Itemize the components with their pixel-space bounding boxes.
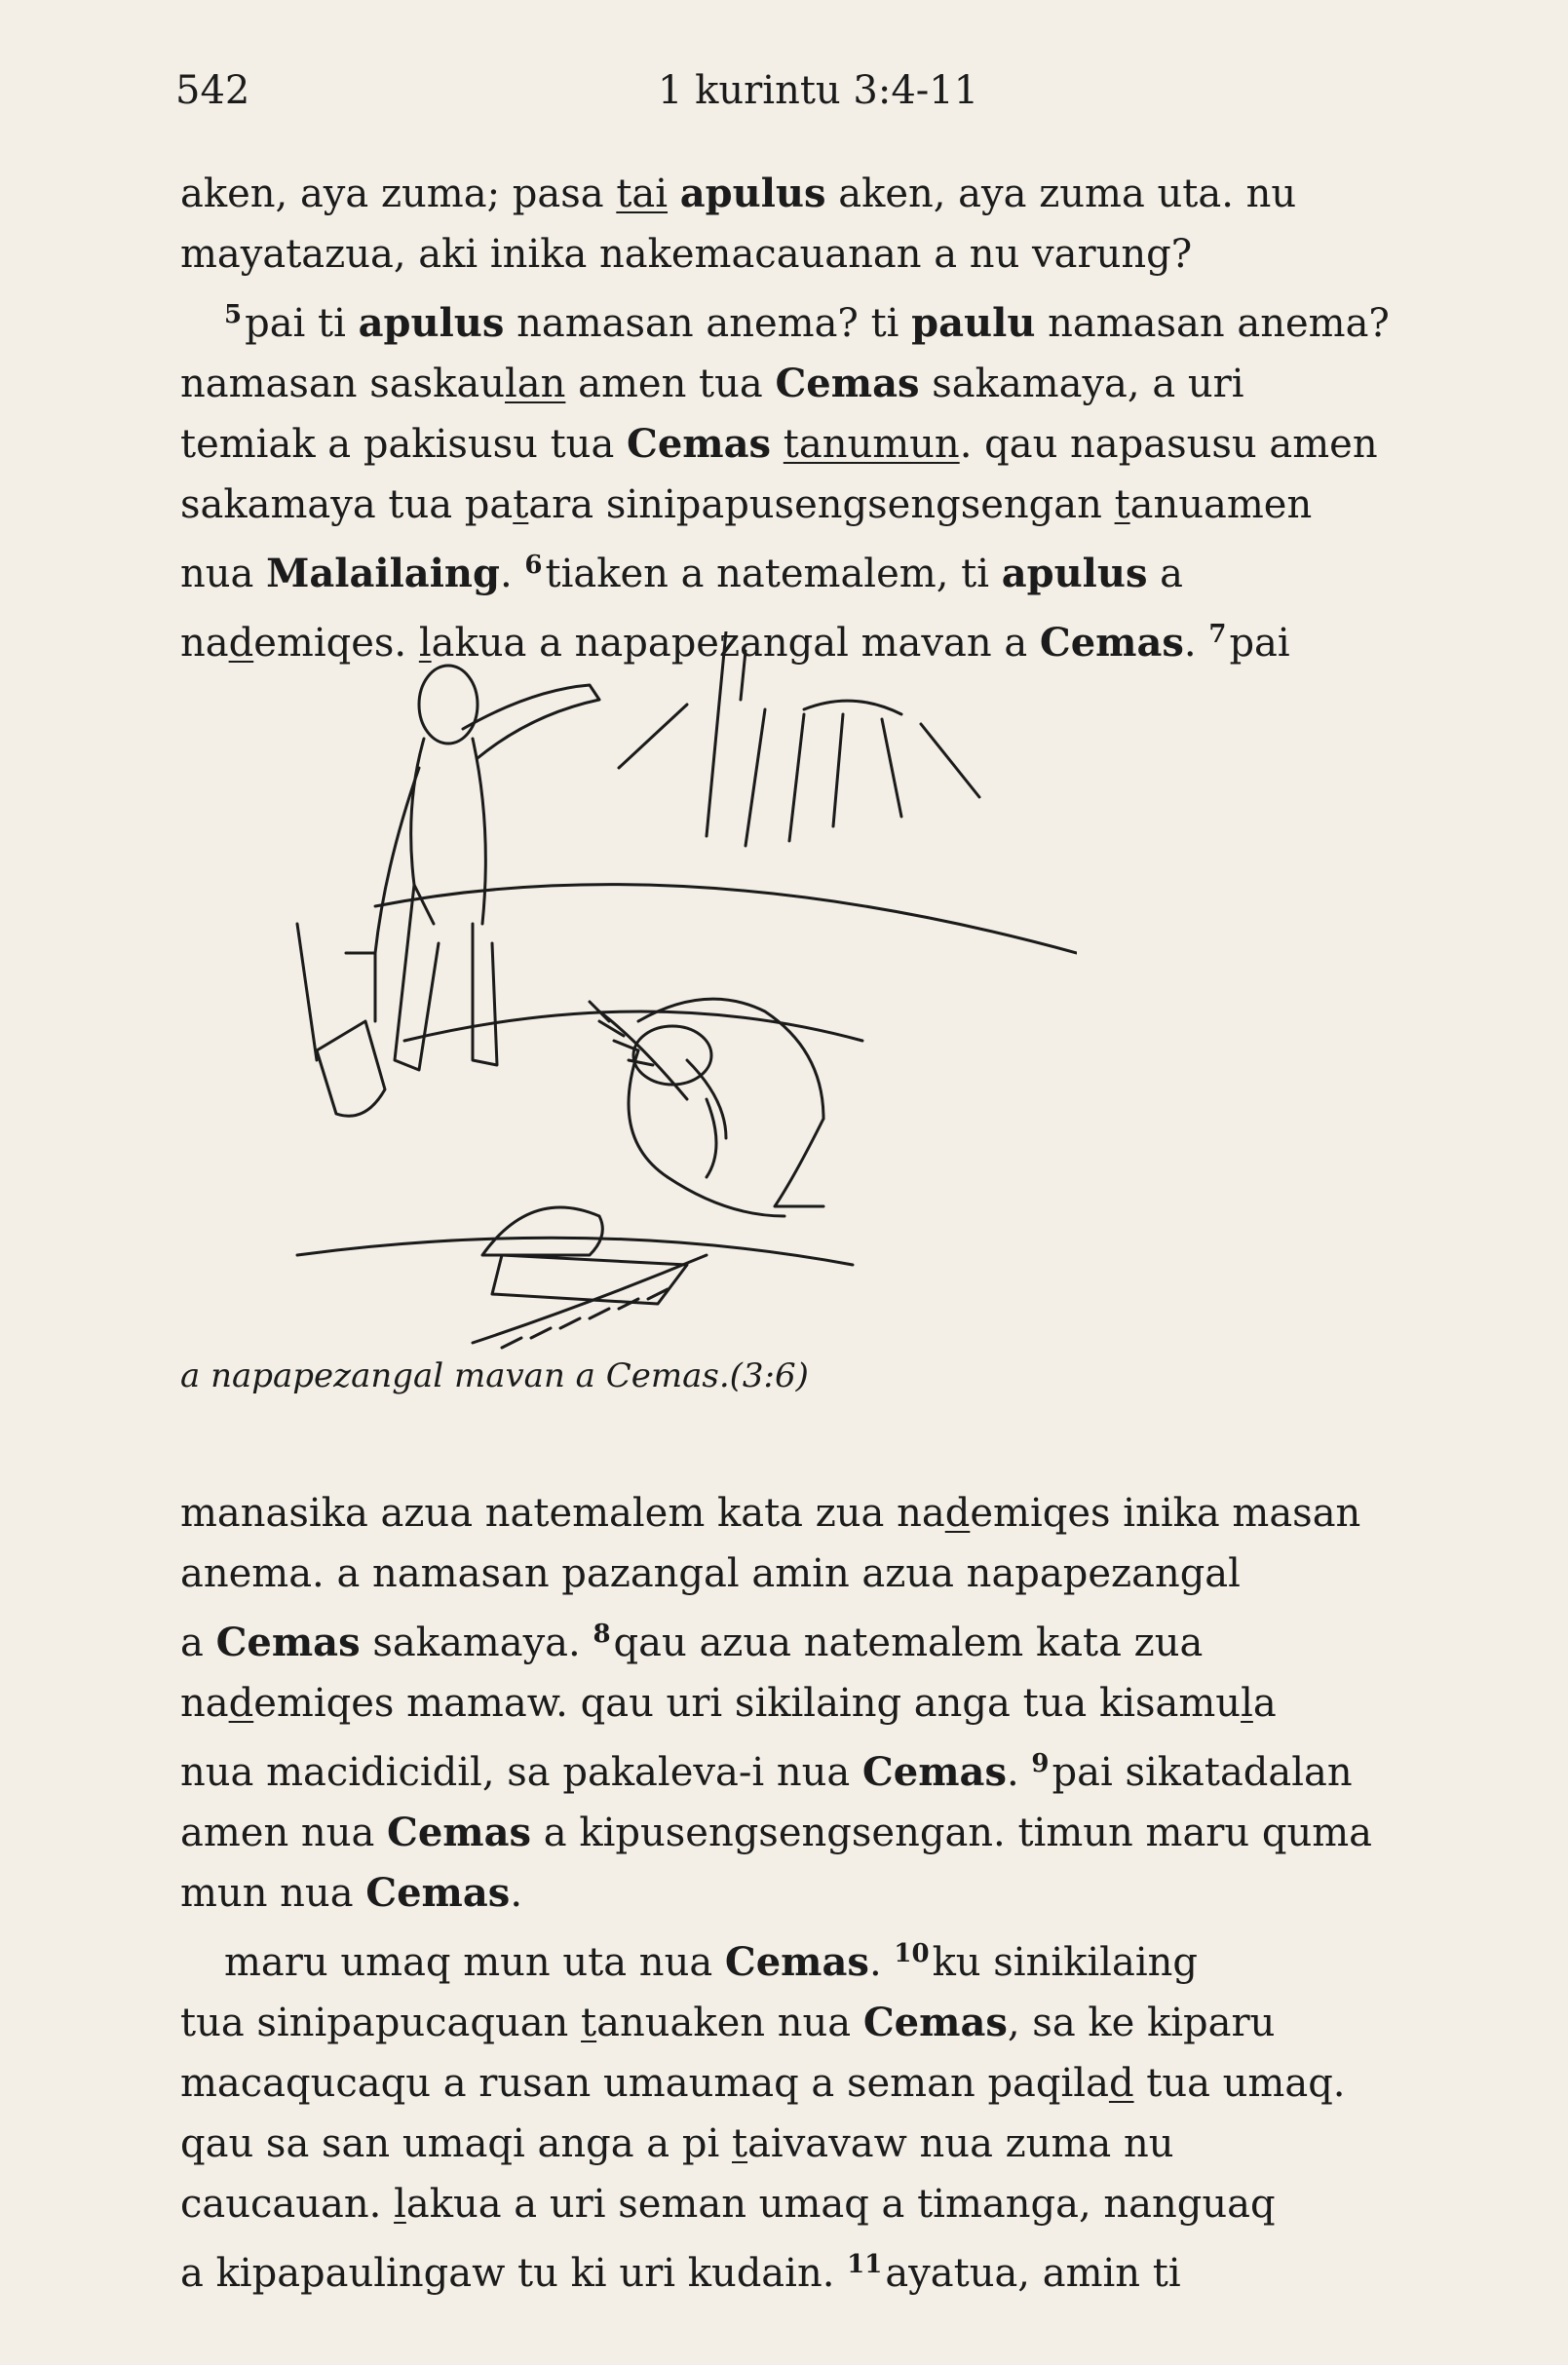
basket-icon xyxy=(473,1207,707,1348)
text-line: a Cemas sakamaya. $^8$qau azua natemalem kata zua xyxy=(180,1620,1204,1665)
page-number: 542 xyxy=(175,68,250,113)
verse-number: 7 xyxy=(1208,620,1227,649)
verse-number: 6 xyxy=(524,551,543,580)
text-line: anema. a namasan pazangal amin azua napapezangal xyxy=(180,1551,1241,1596)
text-line: nua macidicidil, sa pakaleva-i nua Cemas. $^9$pai sikatadalan xyxy=(180,1749,1353,1795)
text-line: mayatazua, aki inika nakemacauanan a nu varung? xyxy=(180,232,1193,277)
text-line: tua sinipapucaquan tanuaken nua Cemas, sa ke kiparu xyxy=(180,2000,1276,2045)
text-line: mun nua Cemas. xyxy=(180,1870,523,1916)
sun-icon xyxy=(619,631,979,846)
verse-number: 5 xyxy=(224,300,243,329)
text-line: qau sa san umaqi anga a pi taivavaw nua zuma nu xyxy=(180,2121,1174,2166)
verse-number: 10 xyxy=(894,1939,930,1968)
text-line: nademiqes. lakua a napapezangal mavan a Cemas. $^7$pai xyxy=(180,620,1290,666)
text-line: nademiqes mamaw. qau uri sikilaing anga tua kisamula xyxy=(180,1681,1277,1726)
sower-figure xyxy=(297,666,599,1116)
kneeling-figure xyxy=(629,999,823,1216)
farming-illustration xyxy=(180,631,1077,1401)
text-line: manasika azua natemalem kata zua nademiqes inika masan xyxy=(180,1491,1361,1536)
verse-number: 9 xyxy=(1031,1749,1050,1778)
text-line: aken, aya zuma; pasa tai apulus aken, aya zuma uta. nu xyxy=(180,171,1297,216)
verse-number: 8 xyxy=(593,1620,611,1649)
text-line: sakamaya tua patara sinipapusengsengsengan tanuamen xyxy=(180,482,1313,527)
running-title: 1 kurintu 3:4-11 xyxy=(658,68,979,113)
text-line: nua Malailaing. $^6$tiaken a natemalem, ti apulus a xyxy=(180,551,1184,596)
illustration-caption: a napapezangal mavan a Cemas.(3:6) xyxy=(180,1356,809,1395)
text-line: caucauan. lakua a uri seman umaq a timanga, nanguaq xyxy=(180,2182,1276,2227)
text-block-top xyxy=(180,164,1496,673)
text-line: macaqucaqu a rusan umaumaq a seman paqilad tua umaq. xyxy=(180,2061,1346,2106)
text-line: amen nua Cemas a kipusengsengsengan. timun maru quma xyxy=(180,1810,1373,1855)
text-line: $^5$pai ti apulus namasan anema? ti paulu namasan anema? xyxy=(224,300,1390,346)
text-line: a kipapaulingaw tu ki uri kudain. $^{11}$ayatua, amin ti xyxy=(180,2250,1181,2296)
text-block-bottom xyxy=(180,1483,1496,2304)
text-line: namasan saskaulan amen tua Cemas sakamaya, a uri xyxy=(180,361,1244,406)
verse-number: 11 xyxy=(847,2250,883,2279)
text-line: maru umaq mun uta nua Cemas. $^{10}$ku sinikilaing xyxy=(224,1939,1198,1985)
page-header xyxy=(175,68,1403,127)
horizon-line xyxy=(375,885,1077,953)
text-line: temiak a pakisusu tua Cemas tanumun. qau napasusu amen xyxy=(180,421,1378,467)
